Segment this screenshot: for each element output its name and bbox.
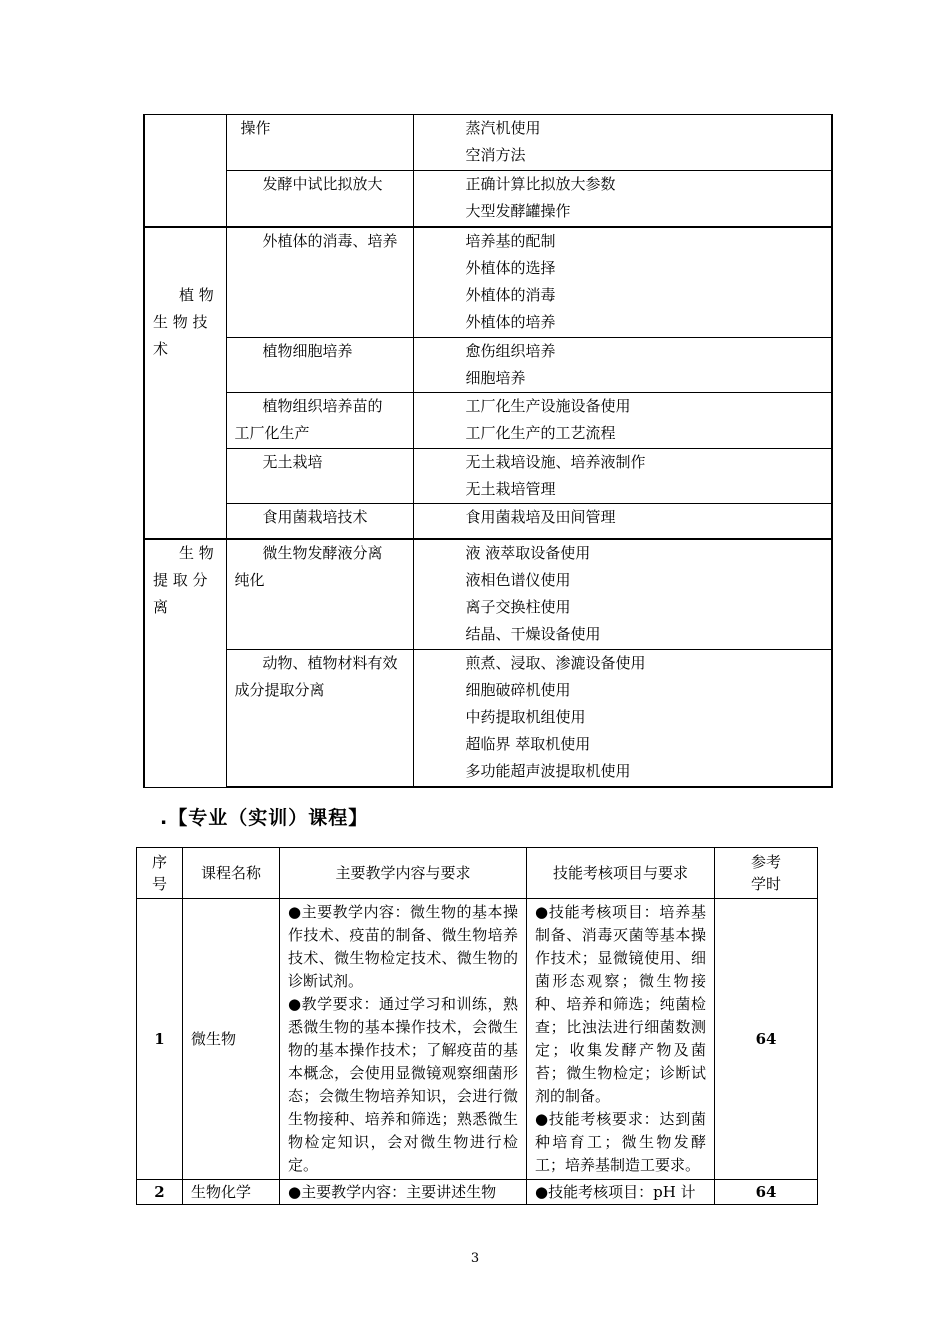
courses-table — [136, 847, 818, 1205]
table-row — [137, 899, 818, 1180]
item-cell: 发酵中试比拟放大 — [226, 171, 413, 228]
header-content: 主要教学内容与要求 — [280, 848, 527, 899]
skills-cell: 食用菌栽培及田间管理 — [413, 504, 832, 540]
skills-cell: 愈伤组织培养 细胞培养 — [413, 338, 832, 393]
course-no: 1 — [137, 899, 183, 1180]
course-no: 2 — [137, 1180, 183, 1205]
skills-cell: 正确计算比拟放大参数 大型发酵罐操作 — [413, 171, 832, 228]
course-content — [280, 899, 527, 1180]
header-no: 序 号 — [137, 848, 183, 899]
course-hours: 64 — [715, 1180, 818, 1205]
skills-cell: 液 液萃取设备使用 液相色谱仪使用 离子交换柱使用 结晶、干燥设备使用 — [413, 539, 832, 650]
group-cell-plant-biotech: 植 物 生 物 技 术 — [144, 227, 226, 539]
header-skill: 技能考核项目与要求 — [527, 848, 715, 899]
course-name: 生物化学 — [183, 1180, 280, 1205]
skill-paragraph: ●技能考核项目：培养基制备、消毒灭菌等基本操作技术；显微镜使用、细菌形态观察；微生物接种、培养和筛选；纯菌检查；比浊法进行细菌数测定；收集发酵产物及菌苔；微生物检定；诊断试剂的制备。 — [535, 903, 706, 1105]
group-cell-bio-extraction: 生 物 提 取 分 离 — [144, 539, 226, 787]
course-skill — [527, 899, 715, 1180]
course-skill: ●技能考核项目：pH 计 — [527, 1180, 715, 1205]
item-cell: 动物、植物材料有效 成分提取分离 — [226, 650, 413, 788]
skills-cell: 无土栽培设施、培养液制作 无土栽培管理 — [413, 449, 832, 504]
skills-cell: 培养基的配制 外植体的选择 外植体的消毒 外植体的培养 — [413, 227, 832, 338]
item-cell: 外植体的消毒、培养 — [226, 227, 413, 338]
item-cell: 微生物发酵液分离 纯化 — [226, 539, 413, 650]
item-cell: 植物组织培养苗的 工厂化生产 — [226, 393, 413, 449]
section-heading: .【专业（实训）课程】 — [160, 807, 369, 829]
page-number: 3 — [470, 1251, 480, 1266]
item-cell: 植物细胞培养 — [226, 338, 413, 393]
header-hours: 参考 学时 — [715, 848, 818, 899]
skills-cell: 煎煮、浸取、渗漉设备使用 细胞破碎机使用 中药提取机组使用 超临界 萃取机使用 多功能超声波提取机使用 — [413, 650, 832, 788]
item-cell: 无土栽培 — [226, 449, 413, 504]
skill-paragraph: ●技能考核要求：达到菌种培育工；微生物发酵工；培养基制造工要求。 — [535, 1110, 706, 1174]
table-row — [137, 1180, 818, 1205]
course-content: ●主要教学内容：主要讲述生物 — [280, 1180, 527, 1205]
course-hours: 64 — [715, 899, 818, 1180]
header-course-name: 课程名称 — [183, 848, 280, 899]
skills-cell: 工厂化生产设施设备使用 工厂化生产的工艺流程 — [413, 393, 832, 449]
course-name: 微生物 — [183, 899, 280, 1180]
content-paragraph: ●主要教学内容：微生物的基本操作技术、疫苗的制备、微生物培养技术、微生物检定技术、微生物的诊断试剂。 — [288, 903, 518, 990]
content-paragraph: ●教学要求：通过学习和训练，熟悉微生物的基本操作技术，会微生物的基本操作技术；了解疫苗的基本概念，会使用显微镜观察细菌形态；会微生物培养知识，会进行微生物接种、培养和筛选；熟悉微生物检定知识，会对微生物进行检定。 — [288, 995, 518, 1174]
group-cell-continued — [144, 115, 226, 228]
skills-table — [143, 114, 833, 788]
item-cell: 操作 — [226, 115, 413, 171]
item-cell: 食用菌栽培技术 — [226, 504, 413, 540]
skills-cell: 蒸汽机使用 空消方法 — [413, 115, 832, 171]
